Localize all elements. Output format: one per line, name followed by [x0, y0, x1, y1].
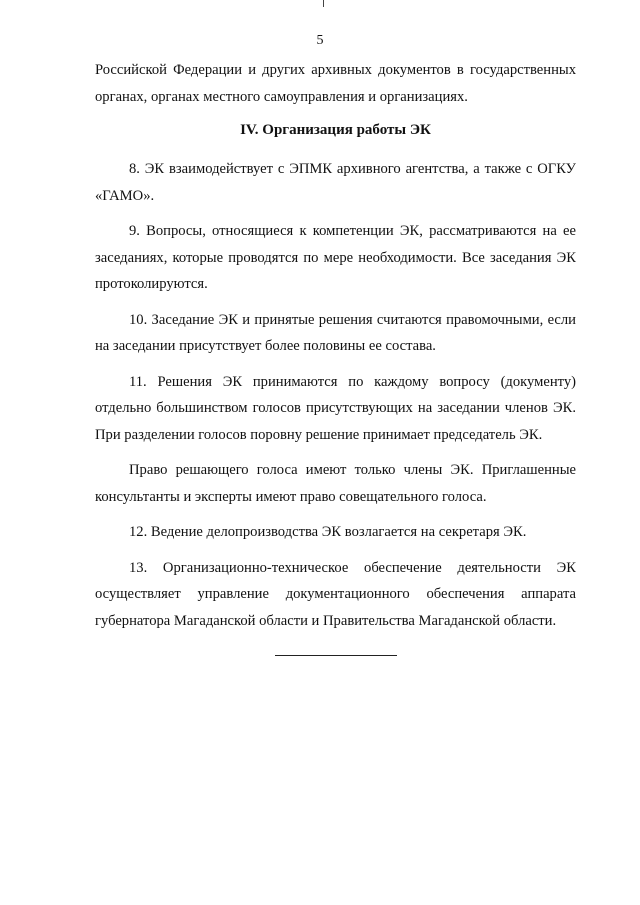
continued-paragraph: Российской Федерации и других архивных документов в государственных органах, органах местного самоуправления и организациях.: [95, 62, 576, 105]
paragraph-8: 8. ЭК взаимодействует с ЭПМК архивного агентства, а также с ОГКУ «ГАМО».: [95, 161, 576, 204]
page-number: 5: [316, 33, 324, 48]
document-body: [95, 57, 576, 643]
paragraph-voting-rights: Право решающего голоса имеют только члены ЭК. Приглашенные консультанты и эксперты имеют право совещательного голоса.: [95, 462, 576, 505]
top-edge-mark: [323, 0, 324, 7]
section-heading: IV. Организация работы ЭК: [240, 122, 431, 138]
paragraph-11: 11. Решения ЭК принимаются по каждому вопросу (документу) отдельно большинством голосов присутствующих на заседании членов ЭК. При разделении голосов поровну решение принимает председатель ЭК.: [95, 373, 576, 443]
paragraph-9: 9. Вопросы, относящиеся к компетенции ЭК, рассматриваются на ее заседаниях, которые проводятся по мере необходимости. Все заседания ЭК протоколируются.: [95, 223, 576, 292]
end-of-document-rule: [275, 655, 397, 656]
paragraph-10: 10. Заседание ЭК и принятые решения считаются правомочными, если на заседании присутствует более половины ее состава.: [95, 311, 576, 354]
paragraph-12: 12. Ведение делопроизводства ЭК возлагается на секретаря ЭК.: [129, 524, 527, 540]
paragraph-13: 13. Организационно-техническое обеспечение деятельности ЭК осуществляет управление документационного обеспечения аппарата губернатора Магаданской области и Правительства Магаданской области.: [95, 559, 576, 629]
